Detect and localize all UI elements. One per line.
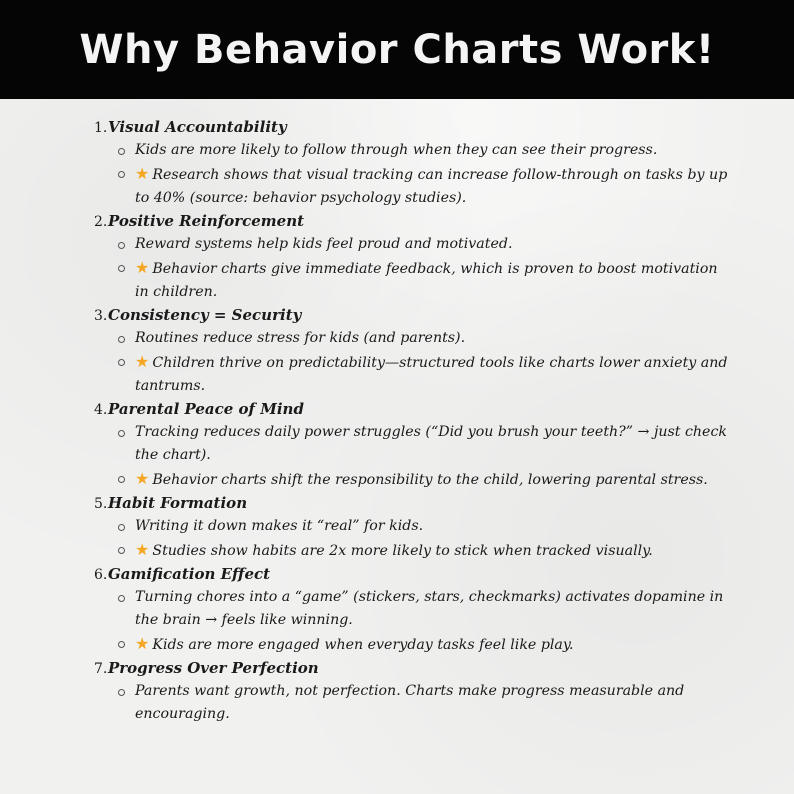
item-title: Habit Formation: [108, 494, 248, 512]
item-number: 4.: [94, 402, 108, 418]
star-icon: ★: [135, 258, 150, 277]
bullet-point: [94, 139, 734, 162]
bullet-text: Behavior charts shift the responsibility to the child, lowering parental stress.: [152, 472, 708, 488]
hollow-circle-bullet-icon: [118, 547, 125, 554]
bullet-text: Routines reduce stress for kids (and parents).: [135, 330, 466, 346]
item-number: 7.: [94, 661, 108, 677]
bullet-point: [94, 586, 734, 632]
bullet-text: Writing it down makes it “real” for kids.: [135, 518, 424, 534]
list-item: [94, 304, 734, 398]
star-icon: ★: [135, 540, 150, 559]
list-item: [94, 492, 734, 563]
item-title: Consistency = Security: [108, 306, 302, 324]
item-title: Visual Accountability: [108, 118, 287, 136]
star-icon: ★: [135, 164, 150, 183]
star-icon: ★: [135, 634, 150, 653]
item-title: Parental Peace of Mind: [108, 400, 304, 418]
bullet-point: [94, 632, 734, 657]
bullet-point: [94, 350, 734, 398]
list-item: [94, 657, 734, 726]
item-number: 2.: [94, 214, 108, 230]
hollow-circle-bullet-icon: [118, 148, 125, 155]
hollow-circle-bullet-icon: [118, 524, 125, 531]
hollow-circle-bullet-icon: [118, 595, 125, 602]
item-heading: [94, 657, 734, 680]
hollow-circle-bullet-icon: [118, 476, 125, 483]
bullet-text: Reward systems help kids feel proud and motivated.: [135, 236, 513, 252]
bullet-point: [94, 421, 734, 467]
star-icon: ★: [135, 469, 150, 488]
bullet-point: [94, 680, 734, 726]
item-heading: [94, 492, 734, 515]
item-title: Positive Reinforcement: [108, 212, 305, 230]
item-heading: [94, 398, 734, 421]
star-icon: ★: [135, 352, 150, 371]
list-item: [94, 398, 734, 492]
bullet-point: [94, 162, 734, 210]
hollow-circle-bullet-icon: [118, 641, 125, 648]
page-title: Why Behavior Charts Work!: [79, 26, 715, 73]
bullet-point: [94, 256, 734, 304]
list-item: [94, 210, 734, 304]
bullet-text: Behavior charts give immediate feedback, which is proven to boost motivation in children.: [135, 261, 718, 300]
hollow-circle-bullet-icon: [118, 359, 125, 366]
bullet-text: Research shows that visual tracking can increase follow-through on tasks by up to 40% (source: behavior psychology studies).: [135, 167, 728, 206]
bullet-text: Kids are more likely to follow through when they can see their progress.: [135, 142, 658, 158]
bullet-text: Kids are more engaged when everyday tasks feel like play.: [152, 637, 574, 653]
item-title: Gamification Effect: [108, 565, 271, 583]
bullet-text: Parents want growth, not perfection. Charts make progress measurable and encouraging.: [135, 683, 685, 722]
hollow-circle-bullet-icon: [118, 689, 125, 696]
item-number: 3.: [94, 308, 108, 324]
numbered-list: [94, 116, 734, 726]
item-heading: [94, 116, 734, 139]
item-heading: [94, 304, 734, 327]
header-banner: [0, 0, 794, 99]
hollow-circle-bullet-icon: [118, 336, 125, 343]
list-item: [94, 116, 734, 210]
bullet-text: Children thrive on predictability—structured tools like charts lower anxiety and tantrums.: [135, 355, 728, 394]
bullet-text: Turning chores into a “game” (stickers, stars, checkmarks) activates dopamine in the brain → feels like winning.: [135, 589, 724, 628]
hollow-circle-bullet-icon: [118, 265, 125, 272]
bullet-point: [94, 515, 734, 538]
item-heading: [94, 563, 734, 586]
list-item: [94, 563, 734, 657]
bullet-text: Tracking reduces daily power struggles (“Did you brush your teeth?” → just check the chart).: [135, 424, 727, 463]
hollow-circle-bullet-icon: [118, 171, 125, 178]
item-number: 6.: [94, 567, 108, 583]
bullet-point: [94, 467, 734, 492]
hollow-circle-bullet-icon: [118, 430, 125, 437]
bullet-point: [94, 538, 734, 563]
bullet-point: [94, 327, 734, 350]
item-number: 1.: [94, 120, 108, 136]
hollow-circle-bullet-icon: [118, 242, 125, 249]
bullet-text: Studies show habits are 2x more likely to stick when tracked visually.: [152, 543, 653, 559]
item-number: 5.: [94, 496, 108, 512]
bullet-point: [94, 233, 734, 256]
item-heading: [94, 210, 734, 233]
item-title: Progress Over Perfection: [108, 659, 319, 677]
